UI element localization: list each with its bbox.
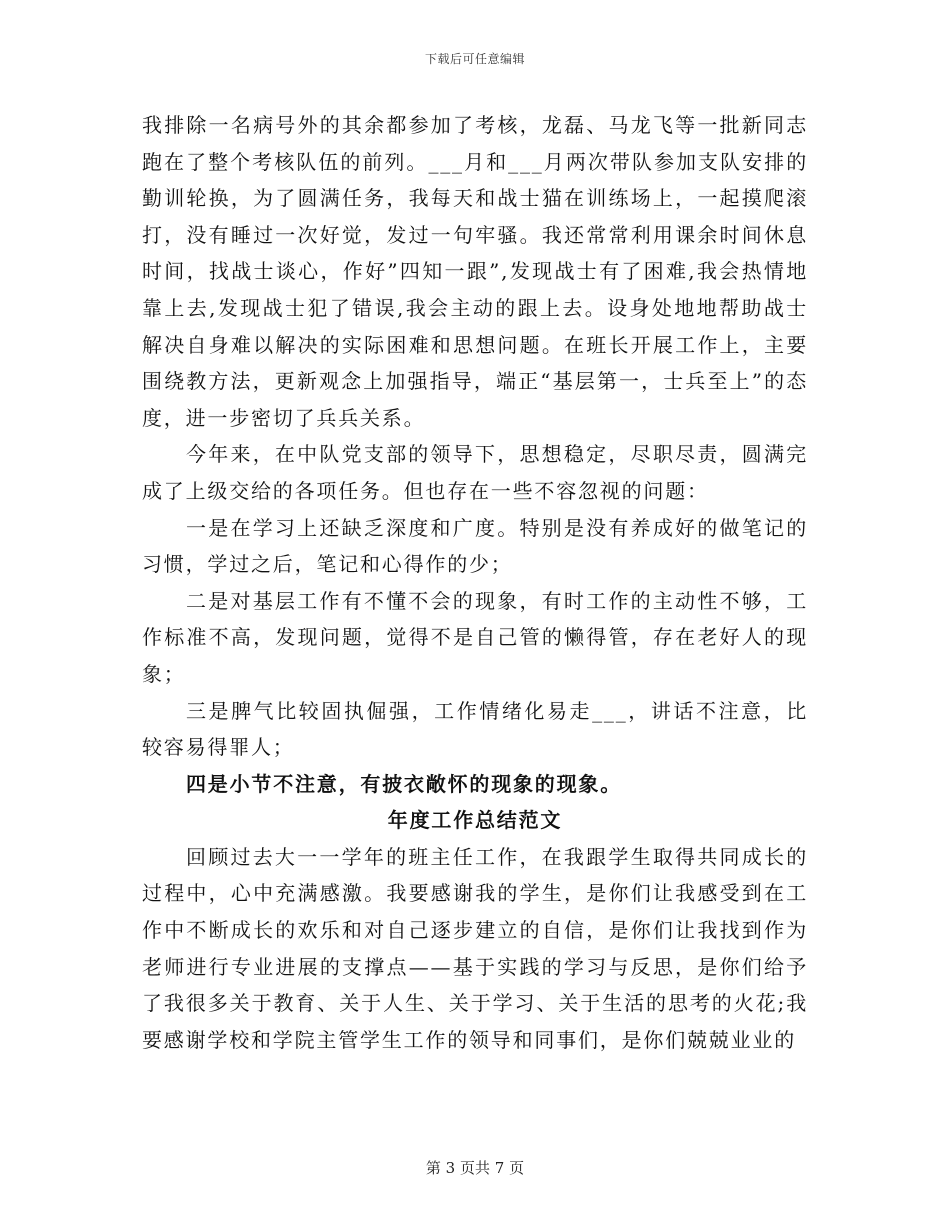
section-title: 年度工作总结范文	[387, 808, 563, 833]
paragraph-5: 三是脾气比较固执倔强，工作情绪化易走___，讲话不注意，比较容易得罪人；	[142, 698, 808, 760]
page-header: 下载后可任意编辑	[424, 52, 525, 66]
page-footer: 第 3 页共 7 页	[425, 1159, 525, 1177]
paragraph-4: 二是对基层工作有不懂不会的现象，有时工作的主动性不够，工作标准不高，发现问题，觉得不是自己管的懒得管，存在老好人的现象；	[142, 588, 808, 686]
paragraph-3: 一是在学习上还缺乏深度和广度。特别是没有养成好的做笔记的习惯，学过之后，笔记和心得作的少；	[142, 515, 808, 577]
paragraph-7: 回顾过去大一一学年的班主任工作，在我跟学生取得共同成长的过程中，心中充满感激。我要感谢我的学生，是你们让我感受到在工作中不断成长的欢乐和对自己逐步建立的自信，是你们让我找到作为老师进行专业进展的支撑点——基于实践的学习与反思，是你们给予了我很多关于教育、关于人生、关于学习、关于生活的思考的火花;我要感谢学校和学院主管学生工作的领导和同事们，是你们兢兢业业的	[142, 844, 808, 1052]
paragraph-6: 四是小节不注意，有披衣敞怀的现象的现象。	[186, 771, 622, 796]
document-body	[142, 107, 808, 1058]
paragraph-1: 我排除一名病号外的其余都参加了考核，龙磊、马龙飞等一批新同志跑在了整个考核队伍的前列。___月和___月两次带队参加支队安排的勤训轮换，为了圆满任务，我每天和战士猫在训练场上，一起摸爬滚打，没有睡过一次好觉，发过一句牢骚。我还常常利用课余时间休息时间，找战士谈心，作好”四知一跟”,发现战士有了困难,我会热情地靠上去,发现战士犯了错误,我会主动的跟上去。设身处地地帮助战士解决自身难以解决的实际困难和思想问题。在班长开展工作上，主要围绕教方法，更新观念上加强指导，端正“基层第一，士兵至上”的态度，进一步密切了兵兵关系。	[142, 113, 808, 430]
paragraph-2: 今年来，在中队党支部的领导下，思想稳定，尽职尽责，圆满完成了上级交给的各项任务。但也存在一些不容忽视的问题：	[142, 442, 808, 503]
